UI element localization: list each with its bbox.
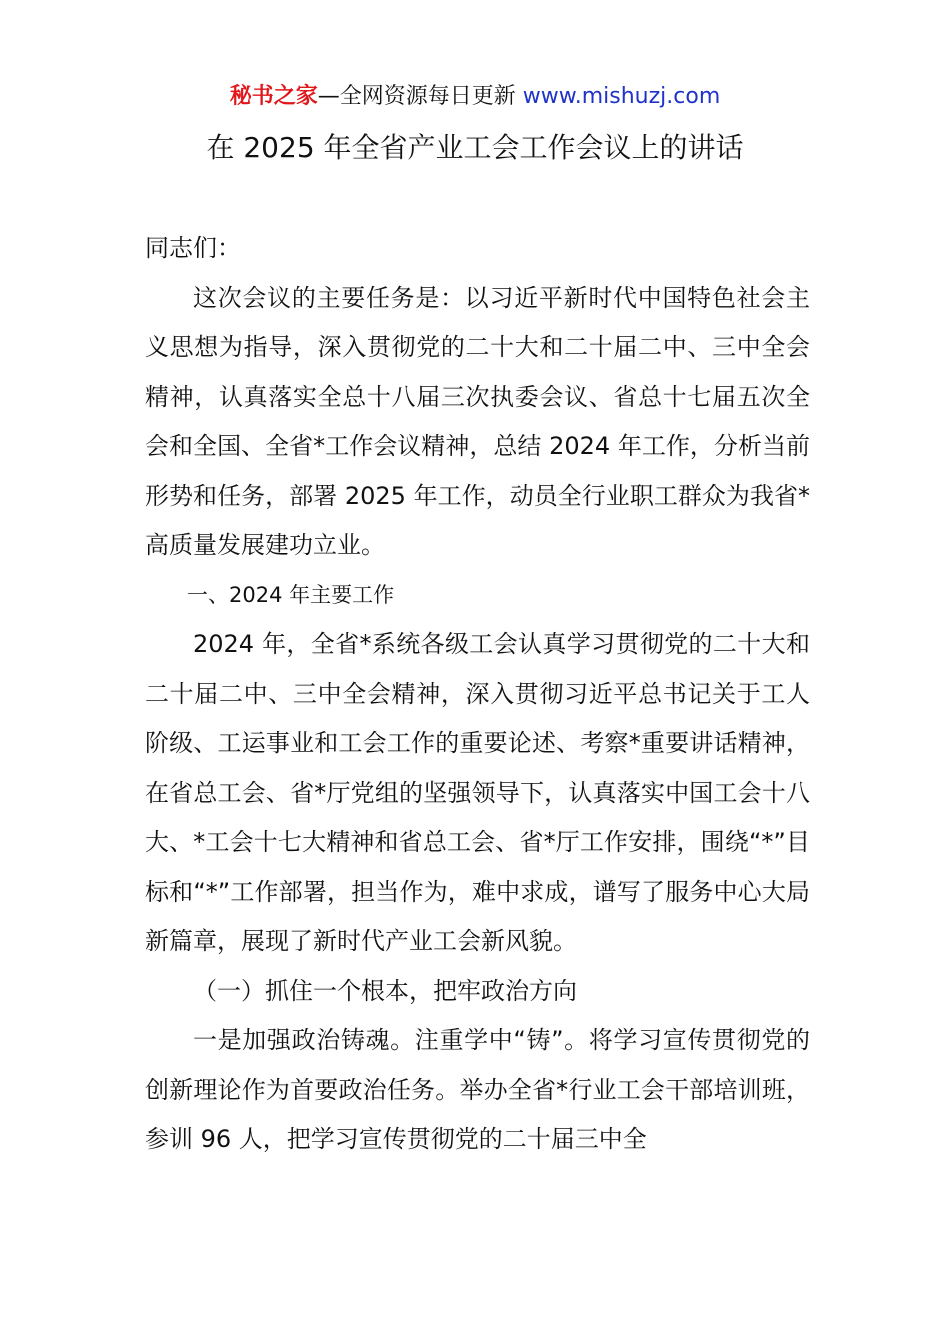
document-body [145,224,810,1165]
brand-name: 秘书之家 [229,84,318,109]
paragraph: 一是加强政治铸魂。注重学中“铸”。将学习宣传贯彻党的创新理论作为首要政治任务。举办全省*行业工会干部培训班，参训 96 人，把学习宣传贯彻党的二十届三中全 [145,1026,810,1153]
subsection-heading: （一）抓住一个根本，把牢政治方向 [193,976,577,1005]
section-heading: 一、2024 年主要工作 [187,582,395,607]
header-slogan: —全网资源每日更新 [317,84,523,109]
salutation: 同志们： [145,234,241,262]
document-title: 在 2025 年全省产业工会工作会议上的讲话 [206,131,744,164]
paragraph: 2024 年，全省*系统各级工会认真学习贯彻党的二十大和二十届二中、三中全会精神，深入贯彻习近平总书记关于工人阶级、工运事业和工会工作的重要论述、考察*重要讲话精神，在省总工会、省*厅党组的坚强领导下，认真落实中国工会十八大、*工会十七大精神和省总工会、省*厅工作安排，围绕“*”目标和“*”工作部署，担当作为，难中求成，谱写了服务中心大局新篇章，展现了新时代产业工会新风貌。 [145,630,810,955]
site-url[interactable]: www.mishuzj.com [522,84,721,109]
paragraph: 这次会议的主要任务是：以习近平新时代中国特色社会主义思想为指导，深入贯彻党的二十大和二十届二中、三中全会精神，认真落实全总十八届三次执委会议、省总十七届五次全会和全国、全省*工作会议精神，总结 2024 年工作，分析当前形势和任务，部署 2025 年工作，动员全行业职工群众为我省*高质量发展建功立业。 [145,283,810,559]
site-header [0,82,950,112]
